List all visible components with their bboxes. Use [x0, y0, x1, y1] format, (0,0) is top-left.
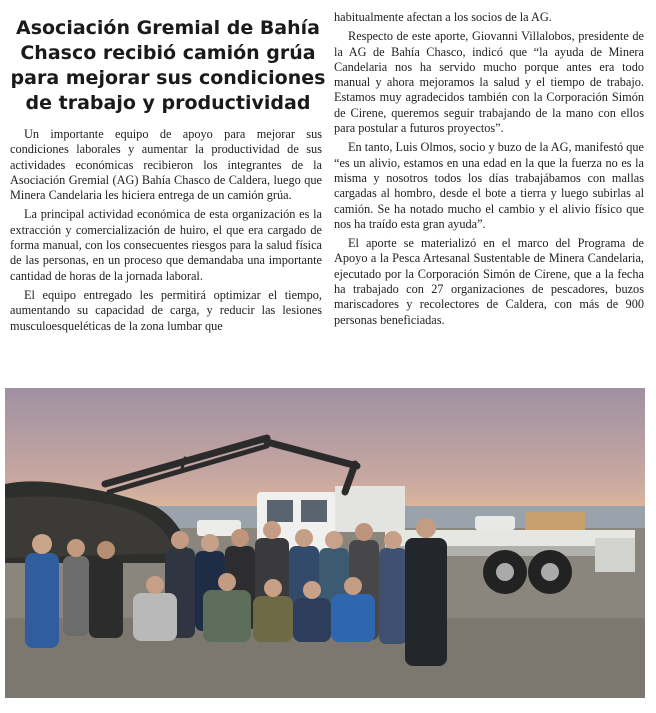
crane: [105, 438, 357, 492]
paragraph: La principal actividad económica de esta organización es la extracción y comercialización de huiro, el que era cargado de forma manual, con los consecuentes riesgos para la salud física de las personas, en un proceso que demandaba una importante cantidad de horas de la jornada laboral.: [10, 207, 322, 283]
paragraph: El aporte se materializó en el marco del Programa de Apoyo a la Pesca Artesanal Sustentable de Minera Candelaria, ejecutado por la Corporación Simón de Cirene, que a la fecha ha trabajado con 27 organizaciones de pescadores, buzos mariscadores y recolectores de Caldera, con más de 900 personas beneficiadas.: [334, 236, 644, 327]
paragraph: Respecto de este aporte, Giovanni Villalobos, presidente de la AG de Bahía Chasco, indicó que “la ayuda de Minera Candelaria nos ha servido mucho porque antes era todo manual y ahora mejoramos la salud y el tiempo de trabajo. Estamos muy agradecidos también con la Corporación Simón de Cirene, queremos seguir trabajando de la mano con ellos para postular a futuros proyectos”.: [334, 29, 644, 136]
paragraph: El equipo entregado les permitirá optimizar el tiempo, aumentando su capacidad de carga, y reducir las lesiones musculoesqueléticas de la zona lumbar que: [10, 287, 322, 333]
paragraph: Un importante equipo de apoyo para mejorar sus condiciones laborales y aumentar la productividad de sus actividades económicas recibieron los integrantes de la Asociación Gremial (AG) Bahía Chasco de Caldera, luego que Minera Candelaria les hiciera entrega de un camión grúa.: [10, 127, 322, 203]
paragraph: habitualmente afectan a los socios de la AG.: [334, 10, 552, 24]
paragraph: En tanto, Luis Olmos, socio y buzo de la AG, manifestó que “es un alivio, estamos en una edad en la que la fuerza no es la misma y nosotros todos los días trabajábamos con mallas cargadas al hombro, desde el bote a tierra y luego subirlas al camión. Se ha notado mucho el cambio y el alivio físico que nos ha traído esta gran ayuda”.: [334, 140, 644, 231]
article-photo: [5, 388, 645, 698]
article-column-right: [334, 10, 644, 332]
article-headline: Asociación Gremial de Bahía Chasco recibió camión grúa para mejorar sus condiciones de trabajo y productividad: [10, 17, 326, 114]
article-column-left: [10, 127, 322, 338]
group-photo-icon: [5, 388, 645, 698]
